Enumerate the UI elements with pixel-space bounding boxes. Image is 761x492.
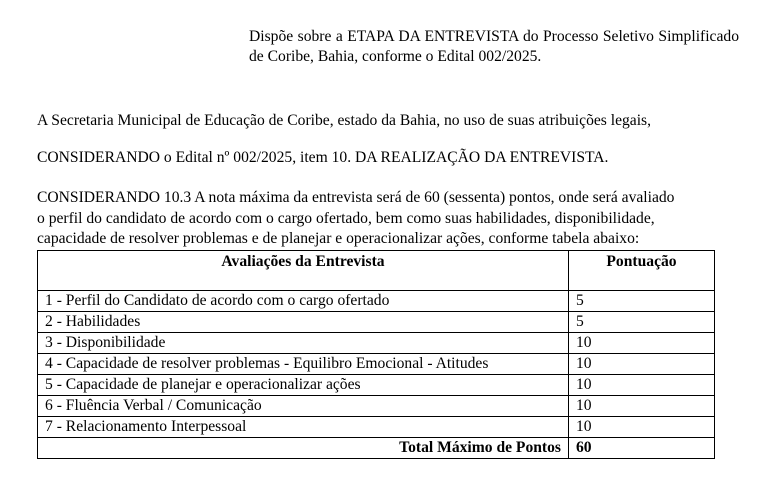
table-row — [38, 375, 715, 396]
total-row — [38, 438, 715, 459]
table-row — [38, 312, 715, 333]
total-label: Total Máximo de Pontos — [38, 438, 569, 459]
score-cell: 10 — [569, 417, 715, 438]
table-row — [38, 354, 715, 375]
criterion-cell: 2 - Habilidades — [38, 312, 569, 333]
criterion-cell: 3 - Disponibilidade — [38, 333, 569, 354]
considerando-line: capacidade de resolver problemas e de planejar e operacionalizar ações, conforme tabela abaixo: — [37, 230, 640, 247]
header-pontuacao: Pontuação — [569, 251, 715, 291]
intro-paragraph: A Secretaria Municipal de Educação de Coribe, estado da Bahia, no uso de suas atribuições legais, — [37, 112, 652, 129]
header-avaliacoes: Avaliações da Entrevista — [38, 251, 569, 291]
table-row — [38, 333, 715, 354]
considerando-edital: CONSIDERANDO o Edital nº 002/2025, item 10. DA REALIZAÇÃO DA ENTREVISTA. — [37, 149, 609, 166]
considerando-line: CONSIDERANDO 10.3 A nota máxima da entrevista será de 60 (sessenta) pontos, onde será avaliado — [37, 189, 675, 206]
score-cell: 10 — [569, 375, 715, 396]
score-cell: 10 — [569, 354, 715, 375]
criterion-cell: 5 - Capacidade de planejar e operacionalizar ações — [38, 375, 569, 396]
score-cell: 10 — [569, 333, 715, 354]
table-row — [38, 291, 715, 312]
criterion-cell: 1 - Perfil do Candidato de acordo com o cargo ofertado — [38, 291, 569, 312]
criterion-cell: 7 - Relacionamento Interpessoal — [38, 417, 569, 438]
table-row — [38, 396, 715, 417]
ementa: Dispõe sobre a ETAPA DA ENTREVISTA do Processo Seletivo Simplificado de Coribe, Bahia, conforme o Edital 002/2025. — [249, 28, 739, 65]
score-cell: 10 — [569, 396, 715, 417]
table-row — [38, 417, 715, 438]
score-cell: 5 — [569, 312, 715, 333]
criterion-cell: 4 - Capacidade de resolver problemas - Equilibro Emocional - Atitudes — [38, 354, 569, 375]
considerando-nota-maxima — [37, 188, 756, 250]
evaluation-table — [37, 250, 715, 459]
considerando-line: o perfil do candidato de acordo com o cargo ofertado, bem como suas habilidades, disponibilidade, — [37, 209, 655, 227]
total-value: 60 — [569, 438, 715, 459]
table-header-row — [38, 251, 715, 291]
criterion-cell: 6 - Fluência Verbal / Comunicação — [38, 396, 569, 417]
score-cell: 5 — [569, 291, 715, 312]
